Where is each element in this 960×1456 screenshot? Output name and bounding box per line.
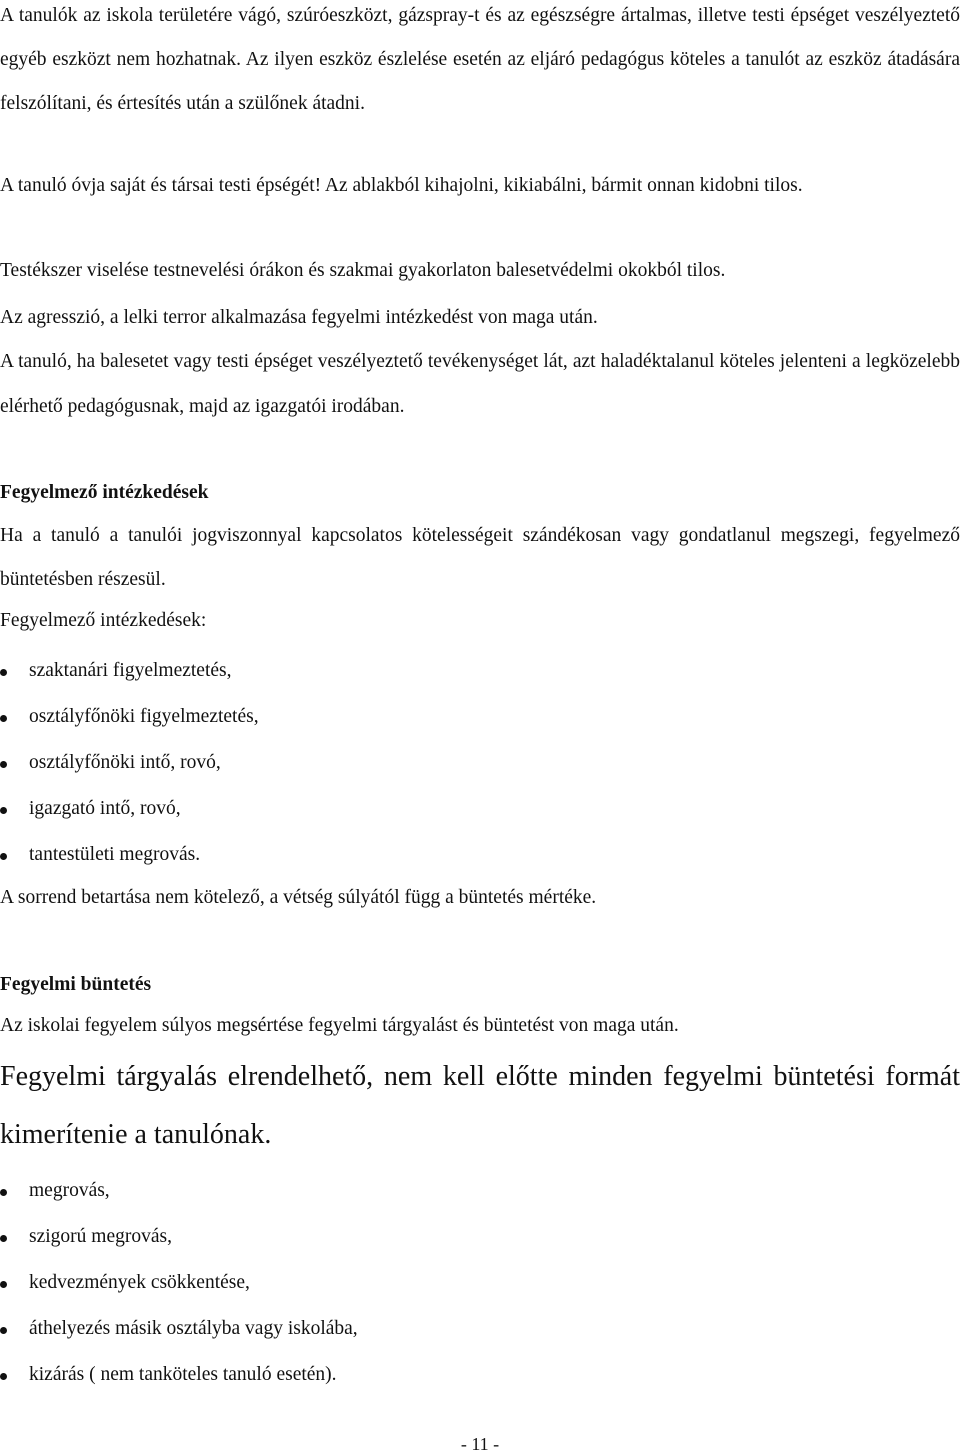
bullet-icon	[0, 853, 7, 860]
paragraph-dangerous-items: A tanulók az iskola területére vágó, szúróeszközt, gázspray-t és az egészségre ártalmas, illetve testi épséget veszélyeztető egyéb eszközt nem hozhatnak. Az ilyen eszköz észlelése esetén az eljáró pedagógus köteles a tanulót az eszköz átadására felszólítani, és értesítés után a szülőnek átadni.	[0, 5, 960, 114]
paragraph-punishment-intro: Az iskolai fegyelem súlyos megsértése fegyelmi tárgyalást és büntetést von maga után.	[0, 1015, 679, 1036]
heading-disciplinary-punishment: Fegyelmi büntetés	[0, 974, 152, 995]
bullet-icon	[0, 1373, 7, 1380]
punishment-list	[0, 1176, 358, 1406]
bullet-icon	[0, 807, 7, 814]
paragraph-jewelry: Testékszer viselése testnevelési órákon és szakmai gyakorlaton balesetvédelmi okokból tilos.	[0, 260, 726, 281]
list-item: igazgató intő, rovó,	[0, 794, 259, 840]
bullet-icon	[0, 1235, 7, 1242]
list-item: áthelyezés másik osztályba vagy iskolába,	[0, 1314, 358, 1360]
list-item: kizárás ( nem tanköteles tanuló esetén).	[0, 1360, 358, 1406]
list-item: szigorú megrovás,	[0, 1222, 358, 1268]
measures-list-title: Fegyelmező intézkedések:	[0, 610, 207, 631]
bullet-icon	[0, 761, 7, 768]
bullet-icon	[0, 1281, 7, 1288]
bullet-icon	[0, 1189, 7, 1196]
bullet-icon	[0, 1327, 7, 1334]
bullet-icon	[0, 715, 7, 722]
paragraph-measures-intro: Ha a tanuló a tanulói jogviszonnyal kapcsolatos kötelességeit szándékosan vagy gondatlanul megszegi, fegyelmező büntetésben részesül.	[0, 525, 960, 590]
bullet-icon	[0, 669, 7, 676]
measures-list	[0, 656, 259, 886]
paragraph-order-note: A sorrend betartása nem kötelező, a vétség súlyától függ a büntetés mértéke.	[0, 887, 597, 908]
paragraph-hearing-note: Fegyelmi tárgyalás elrendelhető, nem kell előtte minden fegyelmi büntetési formát kimerítenie a tanulónak.	[0, 1061, 960, 1150]
paragraph-aggression: Az agresszió, a lelki terror alkalmazása fegyelmi intézkedést von maga után.	[0, 307, 598, 328]
page-number: - 11 -	[460, 1434, 500, 1454]
list-item: osztályfőnöki intő, rovó,	[0, 748, 259, 794]
list-item: kedvezmények csökkentése,	[0, 1268, 358, 1314]
list-item: osztályfőnöki figyelmeztetés,	[0, 702, 259, 748]
list-item: tantestületi megrovás.	[0, 840, 259, 886]
paragraph-report-accident: A tanuló, ha balesetet vagy testi épséget veszélyeztető tevékenységet lát, azt haladéktalanul köteles jelenteni a legközelebb elérhető pedagógusnak, majd az igazgatói irodában.	[0, 351, 960, 417]
list-item: megrovás,	[0, 1176, 358, 1222]
list-item: szaktanári figyelmeztetés,	[0, 656, 259, 702]
paragraph-safety: A tanuló óvja saját és társai testi épségét! Az ablakból kihajolni, kikiabálni, bármit onnan kidobni tilos.	[0, 175, 803, 196]
heading-disciplinary-measures: Fegyelmező intézkedések	[0, 482, 209, 503]
